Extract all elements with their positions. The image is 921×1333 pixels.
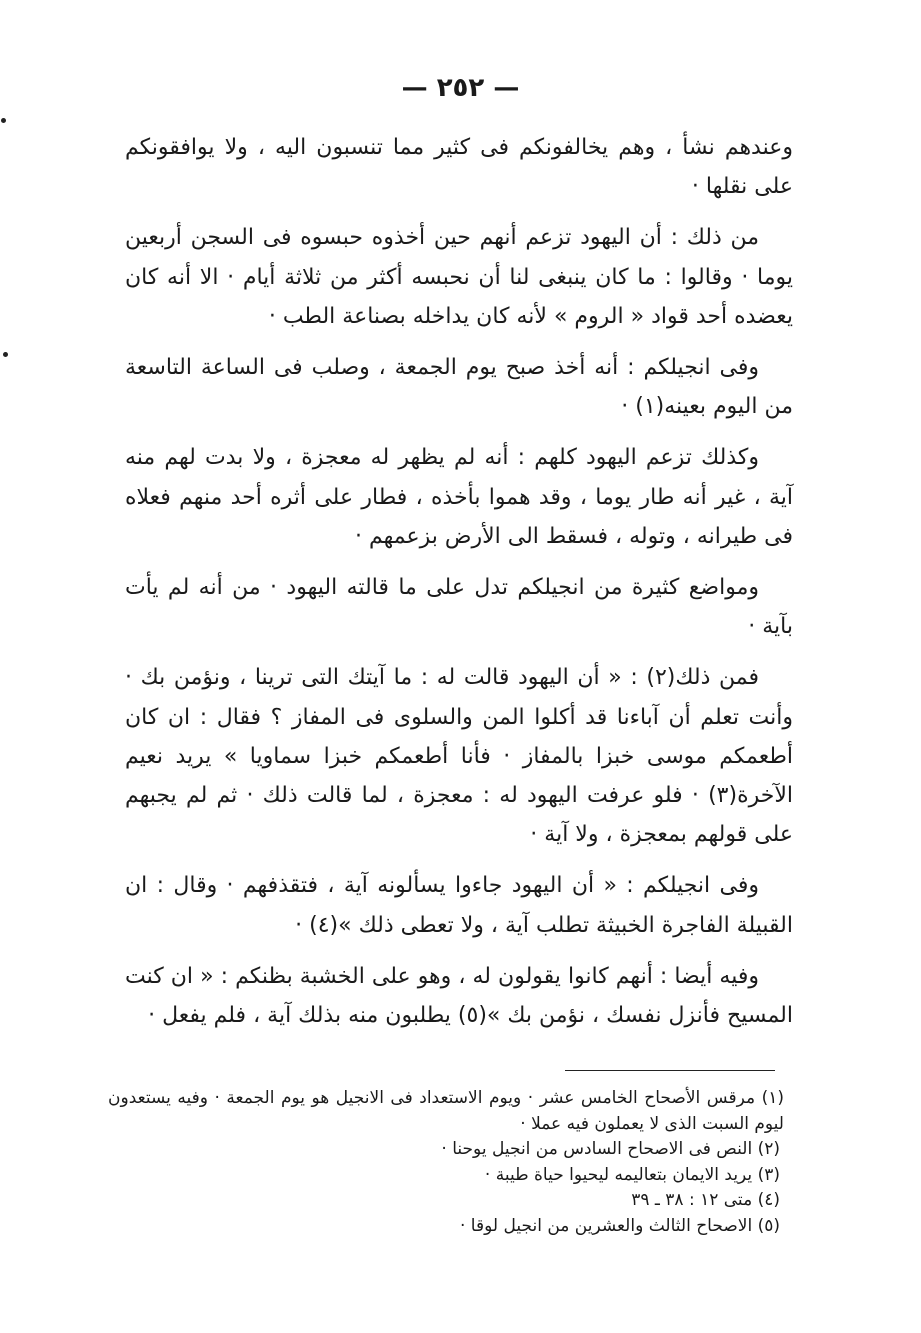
paragraph: وفيه أيضا : أنهم كانوا يقولون له ، وهو على الخشبة بظنكم : « ان كنت المسيح فأنزل نفسك ، نؤمن بك »(٥) يطلبون منه بذلك آية ، فلم يفعل · bbox=[125, 963, 793, 1029]
scan-margin-mark bbox=[3, 352, 8, 357]
main-text bbox=[125, 128, 793, 1047]
footnotes bbox=[108, 1086, 784, 1239]
footnote: (٥) الاصحاح الثالث والعشرين من انجيل لوقا · bbox=[460, 1215, 780, 1236]
paragraph: وكذلك تزعم اليهود كلهم : أنه لم يظهر له معجزة ، ولا بدت لهم منه آية ، غير أنه طار يوما ، وقد هموا بأخذه ، فطار على أثره أحد منهم فعلاه فى طيرانه ، وتوله ، فسقط الى الأرض بزعمهم · bbox=[125, 445, 793, 549]
footnote: (٣) يريد الايمان بتعاليمه ليحيوا حياة طيبة · bbox=[484, 1164, 780, 1185]
footnote: (٤) متى ١٢ : ٣٨ ـ ٣٩ bbox=[631, 1190, 780, 1210]
paragraph: وفى انجيلكم : أنه أخذ صبح يوم الجمعة ، وصلب فى الساعة التاسعة من اليوم بعينه(١) · bbox=[125, 355, 793, 420]
paragraph: وعندهم نشأ ، وهم يخالفونكم فى كثير مما تنسبون اليه ، ولا يوافقونكم على نقلها · bbox=[125, 135, 793, 200]
footnote-divider bbox=[565, 1070, 775, 1071]
footnote: (١) مرقس الأصحاح الخامس عشر · ويوم الاستعداد فى الانجيل هو يوم الجمعة · وفيه يستعدون ليوم السبت الذى لا يعملون فيه عملا · bbox=[108, 1088, 784, 1134]
footnote: (٢) النص فى الاصحاح السادس من انجيل يوحنا · bbox=[441, 1139, 780, 1159]
paragraph: ومواضع كثيرة من انجيلكم تدل على ما قالته اليهود · من أنه لم يأت بآية · bbox=[125, 575, 793, 640]
scan-margin-mark bbox=[1, 118, 6, 123]
paragraph: من ذلك : أن اليهود تزعم أنهم حين أخذوه حبسوه فى السجن أربعين يوما · وقالوا : ما كان ينبغى لنا أن نحبسه أكثر من ثلاثة أيام · الا أنه كان يعضده أحد قواد « الروم » لأنه كان يداخله بصناعة الطب · bbox=[125, 225, 793, 329]
paragraph: وفى انجيلكم : « أن اليهود جاءوا يسألونه آية ، فتقذفهم · وقال : ان القبيلة الفاجرة الخبيثة تطلب آية ، ولا تعطى ذلك »(٤) · bbox=[125, 873, 793, 938]
page-number: — ٢٥٢ — bbox=[401, 73, 520, 103]
paragraph: فمن ذلك(٢) : « أن اليهود قالت له : ما آيتك التى ترينا ، ونؤمن بك · وأنت تعلم أن آباءنا قد أكلوا المن والسلوى فى المفاز ؟ فقال : ان كان أطعمكم موسى خبزا بالمفاز · فأنا أطعمكم خبزا سماويا » يريد نعيم الآخرة(٣) · فلو عرفت اليهود له : معجزة ، لما قالت ذلك · ثم لم يجبهم على قولهم بمعجزة ، ولا آية · bbox=[125, 665, 793, 848]
